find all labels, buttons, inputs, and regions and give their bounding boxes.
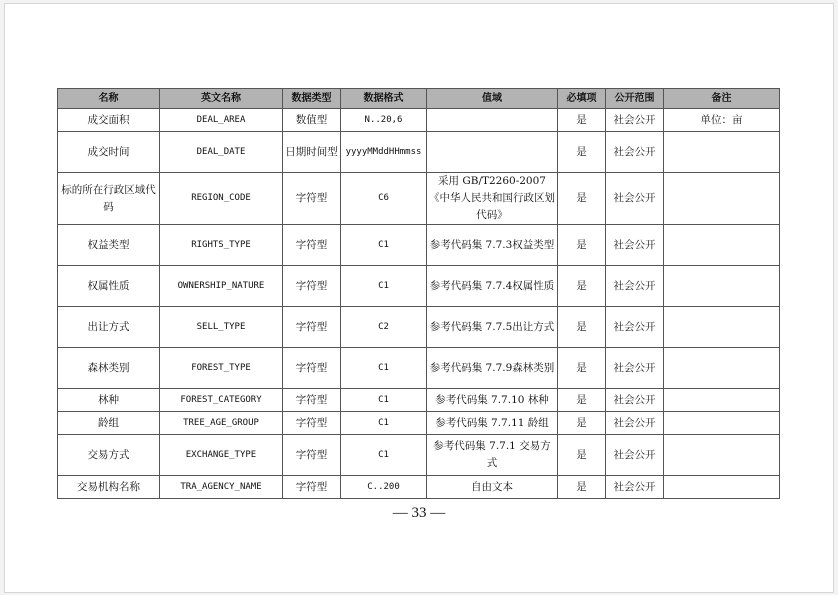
required-cell: 是 bbox=[558, 173, 606, 225]
scope-cell: 社会公开 bbox=[606, 132, 664, 173]
english-name-cell: OWNERSHIP_NATURE bbox=[160, 266, 283, 307]
field-name-cell: 交易方式 bbox=[58, 435, 160, 476]
required-cell: 是 bbox=[558, 435, 606, 476]
value-domain-cell: 参考代码集 7.7.4权属性质 bbox=[427, 266, 558, 307]
field-name-cell: 成交时间 bbox=[58, 132, 160, 173]
table-row bbox=[58, 307, 780, 348]
data-type-cell: 字符型 bbox=[283, 225, 341, 266]
value-domain-cell: 采用 GB/T2260-2007《中华人民共和国行政区划代码》 bbox=[427, 173, 558, 225]
note-cell bbox=[664, 266, 780, 307]
data-type-cell: 字符型 bbox=[283, 412, 341, 435]
data-type-cell: 字符型 bbox=[283, 348, 341, 389]
field-name-cell: 交易机构名称 bbox=[58, 476, 160, 499]
value-domain-cell: 参考代码集 7.7.10 林种 bbox=[427, 389, 558, 412]
english-name-cell: TRA_AGENCY_NAME bbox=[160, 476, 283, 499]
english-name-cell: RIGHTS_TYPE bbox=[160, 225, 283, 266]
english-name-cell: DEAL_AREA bbox=[160, 109, 283, 132]
english-name-cell: DEAL_DATE bbox=[160, 132, 283, 173]
data-format-cell: C1 bbox=[341, 412, 427, 435]
scope-cell: 社会公开 bbox=[606, 266, 664, 307]
scope-cell: 社会公开 bbox=[606, 389, 664, 412]
data-type-cell: 字符型 bbox=[283, 173, 341, 225]
data-type-cell: 字符型 bbox=[283, 389, 341, 412]
value-domain-cell: 参考代码集 7.7.9森林类别 bbox=[427, 348, 558, 389]
note-cell bbox=[664, 225, 780, 266]
scope-cell: 社会公开 bbox=[606, 307, 664, 348]
field-name-cell: 权属性质 bbox=[58, 266, 160, 307]
scope-cell: 社会公开 bbox=[606, 435, 664, 476]
note-cell bbox=[664, 173, 780, 225]
field-name-cell: 龄组 bbox=[58, 412, 160, 435]
required-cell: 是 bbox=[558, 266, 606, 307]
data-format-cell: C1 bbox=[341, 435, 427, 476]
table-row bbox=[58, 389, 780, 412]
value-domain-cell: 参考代码集 7.7.5出让方式 bbox=[427, 307, 558, 348]
english-name-cell: SELL_TYPE bbox=[160, 307, 283, 348]
english-name-cell: EXCHANGE_TYPE bbox=[160, 435, 283, 476]
data-type-cell: 字符型 bbox=[283, 307, 341, 348]
header-cell: 数据格式 bbox=[341, 89, 427, 109]
note-cell: 单位：亩 bbox=[664, 109, 780, 132]
data-format-cell: N..20,6 bbox=[341, 109, 427, 132]
value-domain-cell bbox=[427, 109, 558, 132]
english-name-cell: FOREST_TYPE bbox=[160, 348, 283, 389]
value-domain-cell: 参考代码集 7.7.3权益类型 bbox=[427, 225, 558, 266]
note-cell bbox=[664, 132, 780, 173]
header-cell: 必填项 bbox=[558, 89, 606, 109]
scope-cell: 社会公开 bbox=[606, 109, 664, 132]
table-row bbox=[58, 225, 780, 266]
table-row bbox=[58, 435, 780, 476]
value-domain-cell: 参考代码集 7.7.11 龄组 bbox=[427, 412, 558, 435]
data-format-cell: C1 bbox=[341, 389, 427, 412]
data-type-cell: 字符型 bbox=[283, 435, 341, 476]
table-header-row bbox=[58, 89, 780, 109]
scope-cell: 社会公开 bbox=[606, 173, 664, 225]
data-type-cell: 字符型 bbox=[283, 476, 341, 499]
value-domain-cell: 参考代码集 7.7.1 交易方式 bbox=[427, 435, 558, 476]
scope-cell: 社会公开 bbox=[606, 348, 664, 389]
field-name-cell: 林种 bbox=[58, 389, 160, 412]
table-row bbox=[58, 132, 780, 173]
scope-cell: 社会公开 bbox=[606, 225, 664, 266]
required-cell: 是 bbox=[558, 389, 606, 412]
field-name-cell: 森林类别 bbox=[58, 348, 160, 389]
required-cell: 是 bbox=[558, 225, 606, 266]
note-cell bbox=[664, 476, 780, 499]
table-row bbox=[58, 109, 780, 132]
data-type-cell: 字符型 bbox=[283, 266, 341, 307]
data-type-cell: 数值型 bbox=[283, 109, 341, 132]
note-cell bbox=[664, 307, 780, 348]
note-cell bbox=[664, 389, 780, 412]
english-name-cell: FOREST_CATEGORY bbox=[160, 389, 283, 412]
required-cell: 是 bbox=[558, 348, 606, 389]
required-cell: 是 bbox=[558, 132, 606, 173]
header-cell: 值域 bbox=[427, 89, 558, 109]
table-row bbox=[58, 412, 780, 435]
scope-cell: 社会公开 bbox=[606, 412, 664, 435]
data-format-cell: C..200 bbox=[341, 476, 427, 499]
value-domain-cell: 自由文本 bbox=[427, 476, 558, 499]
value-domain-cell bbox=[427, 132, 558, 173]
scope-cell: 社会公开 bbox=[606, 476, 664, 499]
english-name-cell: TREE_AGE_GROUP bbox=[160, 412, 283, 435]
data-format-cell: C1 bbox=[341, 348, 427, 389]
data-format-cell: yyyyMMddHHmmss bbox=[341, 132, 427, 173]
english-name-cell: REGION_CODE bbox=[160, 173, 283, 225]
page-number: — 33 — bbox=[392, 505, 446, 521]
header-cell: 英文名称 bbox=[160, 89, 283, 109]
header-cell: 备注 bbox=[664, 89, 780, 109]
header-cell: 数据类型 bbox=[283, 89, 341, 109]
note-cell bbox=[664, 435, 780, 476]
note-cell bbox=[664, 348, 780, 389]
required-cell: 是 bbox=[558, 412, 606, 435]
data-type-cell: 日期时间型 bbox=[283, 132, 341, 173]
required-cell: 是 bbox=[558, 476, 606, 499]
field-name-cell: 成交面积 bbox=[58, 109, 160, 132]
data-format-cell: C2 bbox=[341, 307, 427, 348]
header-cell: 公开范围 bbox=[606, 89, 664, 109]
note-cell bbox=[664, 412, 780, 435]
header-cell: 名称 bbox=[58, 89, 160, 109]
required-cell: 是 bbox=[558, 307, 606, 348]
required-cell: 是 bbox=[558, 109, 606, 132]
table-row bbox=[58, 173, 780, 225]
table-row bbox=[58, 266, 780, 307]
field-name-cell: 权益类型 bbox=[58, 225, 160, 266]
data-format-cell: C1 bbox=[341, 225, 427, 266]
field-name-cell: 标的所在行政区域代码 bbox=[58, 173, 160, 225]
table-row bbox=[58, 348, 780, 389]
data-table bbox=[57, 88, 780, 499]
data-format-cell: C6 bbox=[341, 173, 427, 225]
data-format-cell: C1 bbox=[341, 266, 427, 307]
table-row bbox=[58, 476, 780, 499]
field-name-cell: 出让方式 bbox=[58, 307, 160, 348]
